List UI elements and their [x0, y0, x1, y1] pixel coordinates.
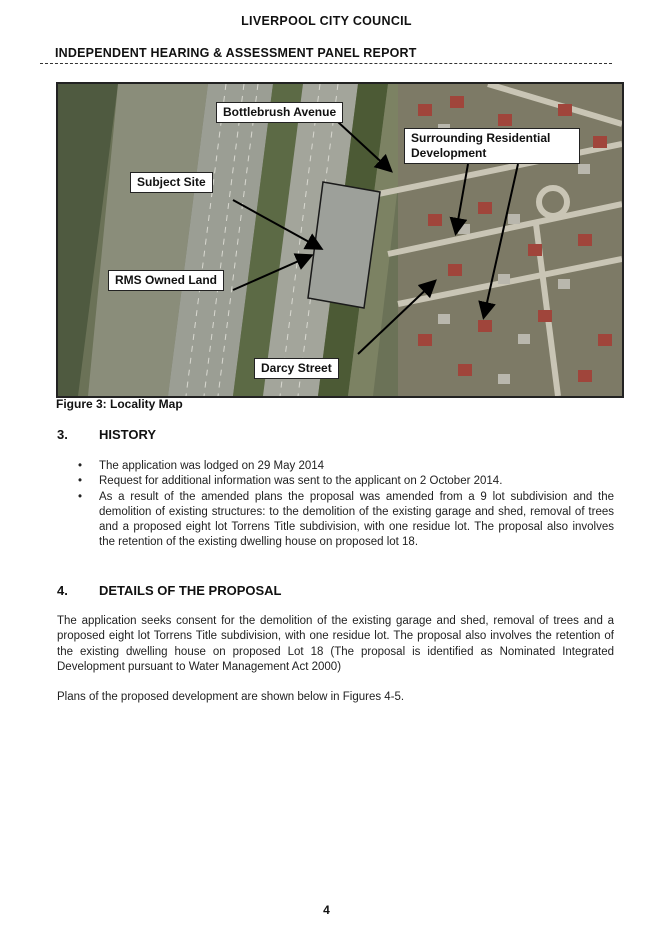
- list-item: • As a result of the amended plans the proposal was amended from a 9 lot subdivision and the demolition of existing structures: to the demolition of the existing garage and shed, removal of trees and a proposed eight lot Torrens Title subdivision, with one residue lot. The proposal also involves the retention of the existing dwelling house on proposed lot 18.: [78, 490, 614, 549]
- figure-caption: Figure 3: Locality Map: [56, 397, 183, 411]
- history-heading: [57, 427, 156, 442]
- report-title: INDEPENDENT HEARING & ASSESSMENT PANEL REPORT: [55, 46, 417, 60]
- bullet-icon: •: [78, 460, 83, 472]
- header-divider: [40, 63, 612, 64]
- page-number: 4: [323, 903, 330, 917]
- proposal-paragraph: The application seeks consent for the demolition of the existing garage and shed, removal of trees and a proposed eight lot Torrens Title subdivision, with one residue lot. The proposal also involves the retention of the existing dwelling house on proposed Lot 18 (The proposal is identified as Nominated Integrated Development pursuant to Water Management Act 2000): [57, 615, 614, 673]
- rms-owned-land-label: RMS Owned Land: [108, 270, 224, 291]
- locality-map: [56, 82, 624, 398]
- list-item: • Request for additional information was sent to the applicant on 2 October 2014.: [78, 474, 614, 489]
- darcy-street-label: Darcy Street: [254, 358, 339, 379]
- proposal-heading: [57, 583, 282, 598]
- list-item: • The application was lodged on 29 May 2014: [78, 459, 614, 474]
- subject-site-label: Subject Site: [130, 172, 213, 193]
- history-title: HISTORY: [99, 427, 157, 442]
- bullet-icon: •: [78, 490, 83, 503]
- bottlebrush-avenue-label: Bottlebrush Avenue: [216, 102, 343, 123]
- history-number: 3.: [57, 427, 68, 442]
- history-list: [78, 459, 614, 551]
- proposal-number: 4.: [57, 583, 68, 598]
- bullet-icon: •: [78, 475, 83, 488]
- surrounding-development-label: Surrounding Residential Development: [404, 128, 580, 164]
- plans-paragraph: Plans of the proposed development are shown below in Figures 4-5.: [57, 691, 405, 703]
- proposal-title: DETAILS OF THE PROPOSAL: [99, 583, 282, 598]
- council-name: LIVERPOOL CITY COUNCIL: [241, 14, 412, 28]
